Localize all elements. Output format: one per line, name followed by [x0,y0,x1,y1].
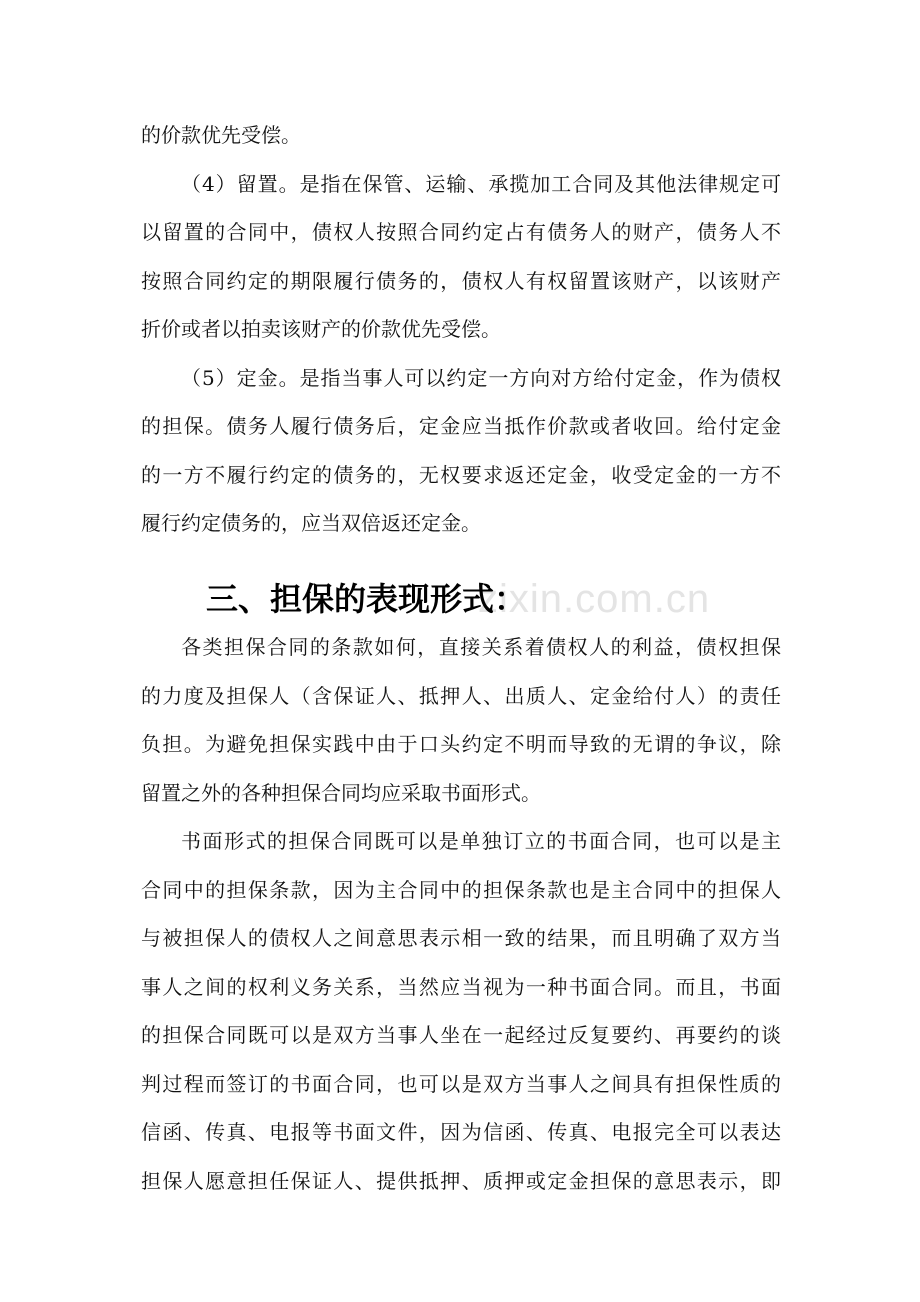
body-line: 担保人愿意担任保证人、提供抵押、质押或定金担保的意思表示，即 [141,1169,781,1193]
body-line: 事人之间的权利义务关系，当然应当视为一种书面合同。而且，书面 [141,975,781,999]
body-line: 的力度及担保人（含保证人、抵押人、出质人、定金给付人）的责任 [141,684,781,708]
body-line: 的担保。债务人履行债务后，定金应当抵作价款或者收回。给付定金 [141,414,781,438]
body-line: 各类担保合同的条款如何，直接关系着债权人的利益，债权担保 [181,635,781,659]
body-line: 的担保合同既可以是双方当事人坐在一起经过反复要约、再要约的谈 [141,1023,781,1047]
body-line: 的价款优先受偿。 [141,123,301,147]
body-line: 按照合同约定的期限履行债务的，债权人有权留置该财产，以该财产 [141,269,781,293]
body-line: （5）定金。是指当事人可以约定一方向对方给付定金，作为债权 [181,366,781,390]
body-line: （4）留置。是指在保管、运输、承揽加工合同及其他法律规定可 [181,172,781,196]
body-line: 合同中的担保条款，因为主合同中的担保条款也是主合同中的担保人 [141,878,781,902]
body-line: 折价或者以拍卖该财产的价款优先受偿。 [141,317,501,341]
section-heading: 三、担保的表现形式： [206,580,527,618]
watermark: zixin.com.cn [478,577,711,621]
body-line: 负担。为避免担保实践中由于口头约定不明而导致的无谓的争议，除 [141,732,781,756]
body-line: 履行约定债务的，应当双倍返还定金。 [141,511,481,535]
body-line: 判过程而签订的书面合同，也可以是双方当事人之间具有担保性质的 [141,1072,781,1096]
body-line: 留置之外的各种担保合同均应采取书面形式。 [141,781,541,805]
body-line: 与被担保人的债权人之间意思表示相一致的结果，而且明确了双方当 [141,926,781,950]
body-line: 书面形式的担保合同既可以是单独订立的书面合同，也可以是主 [181,829,781,853]
body-line: 信函、传真、电报等书面文件，因为信函、传真、电报完全可以表达 [141,1120,781,1144]
body-line: 以留置的合同中，债权人按照合同约定占有债务人的财产，债务人不 [141,220,781,244]
body-line: 的一方不履行约定的债务的，无权要求返还定金，收受定金的一方不 [141,463,781,487]
